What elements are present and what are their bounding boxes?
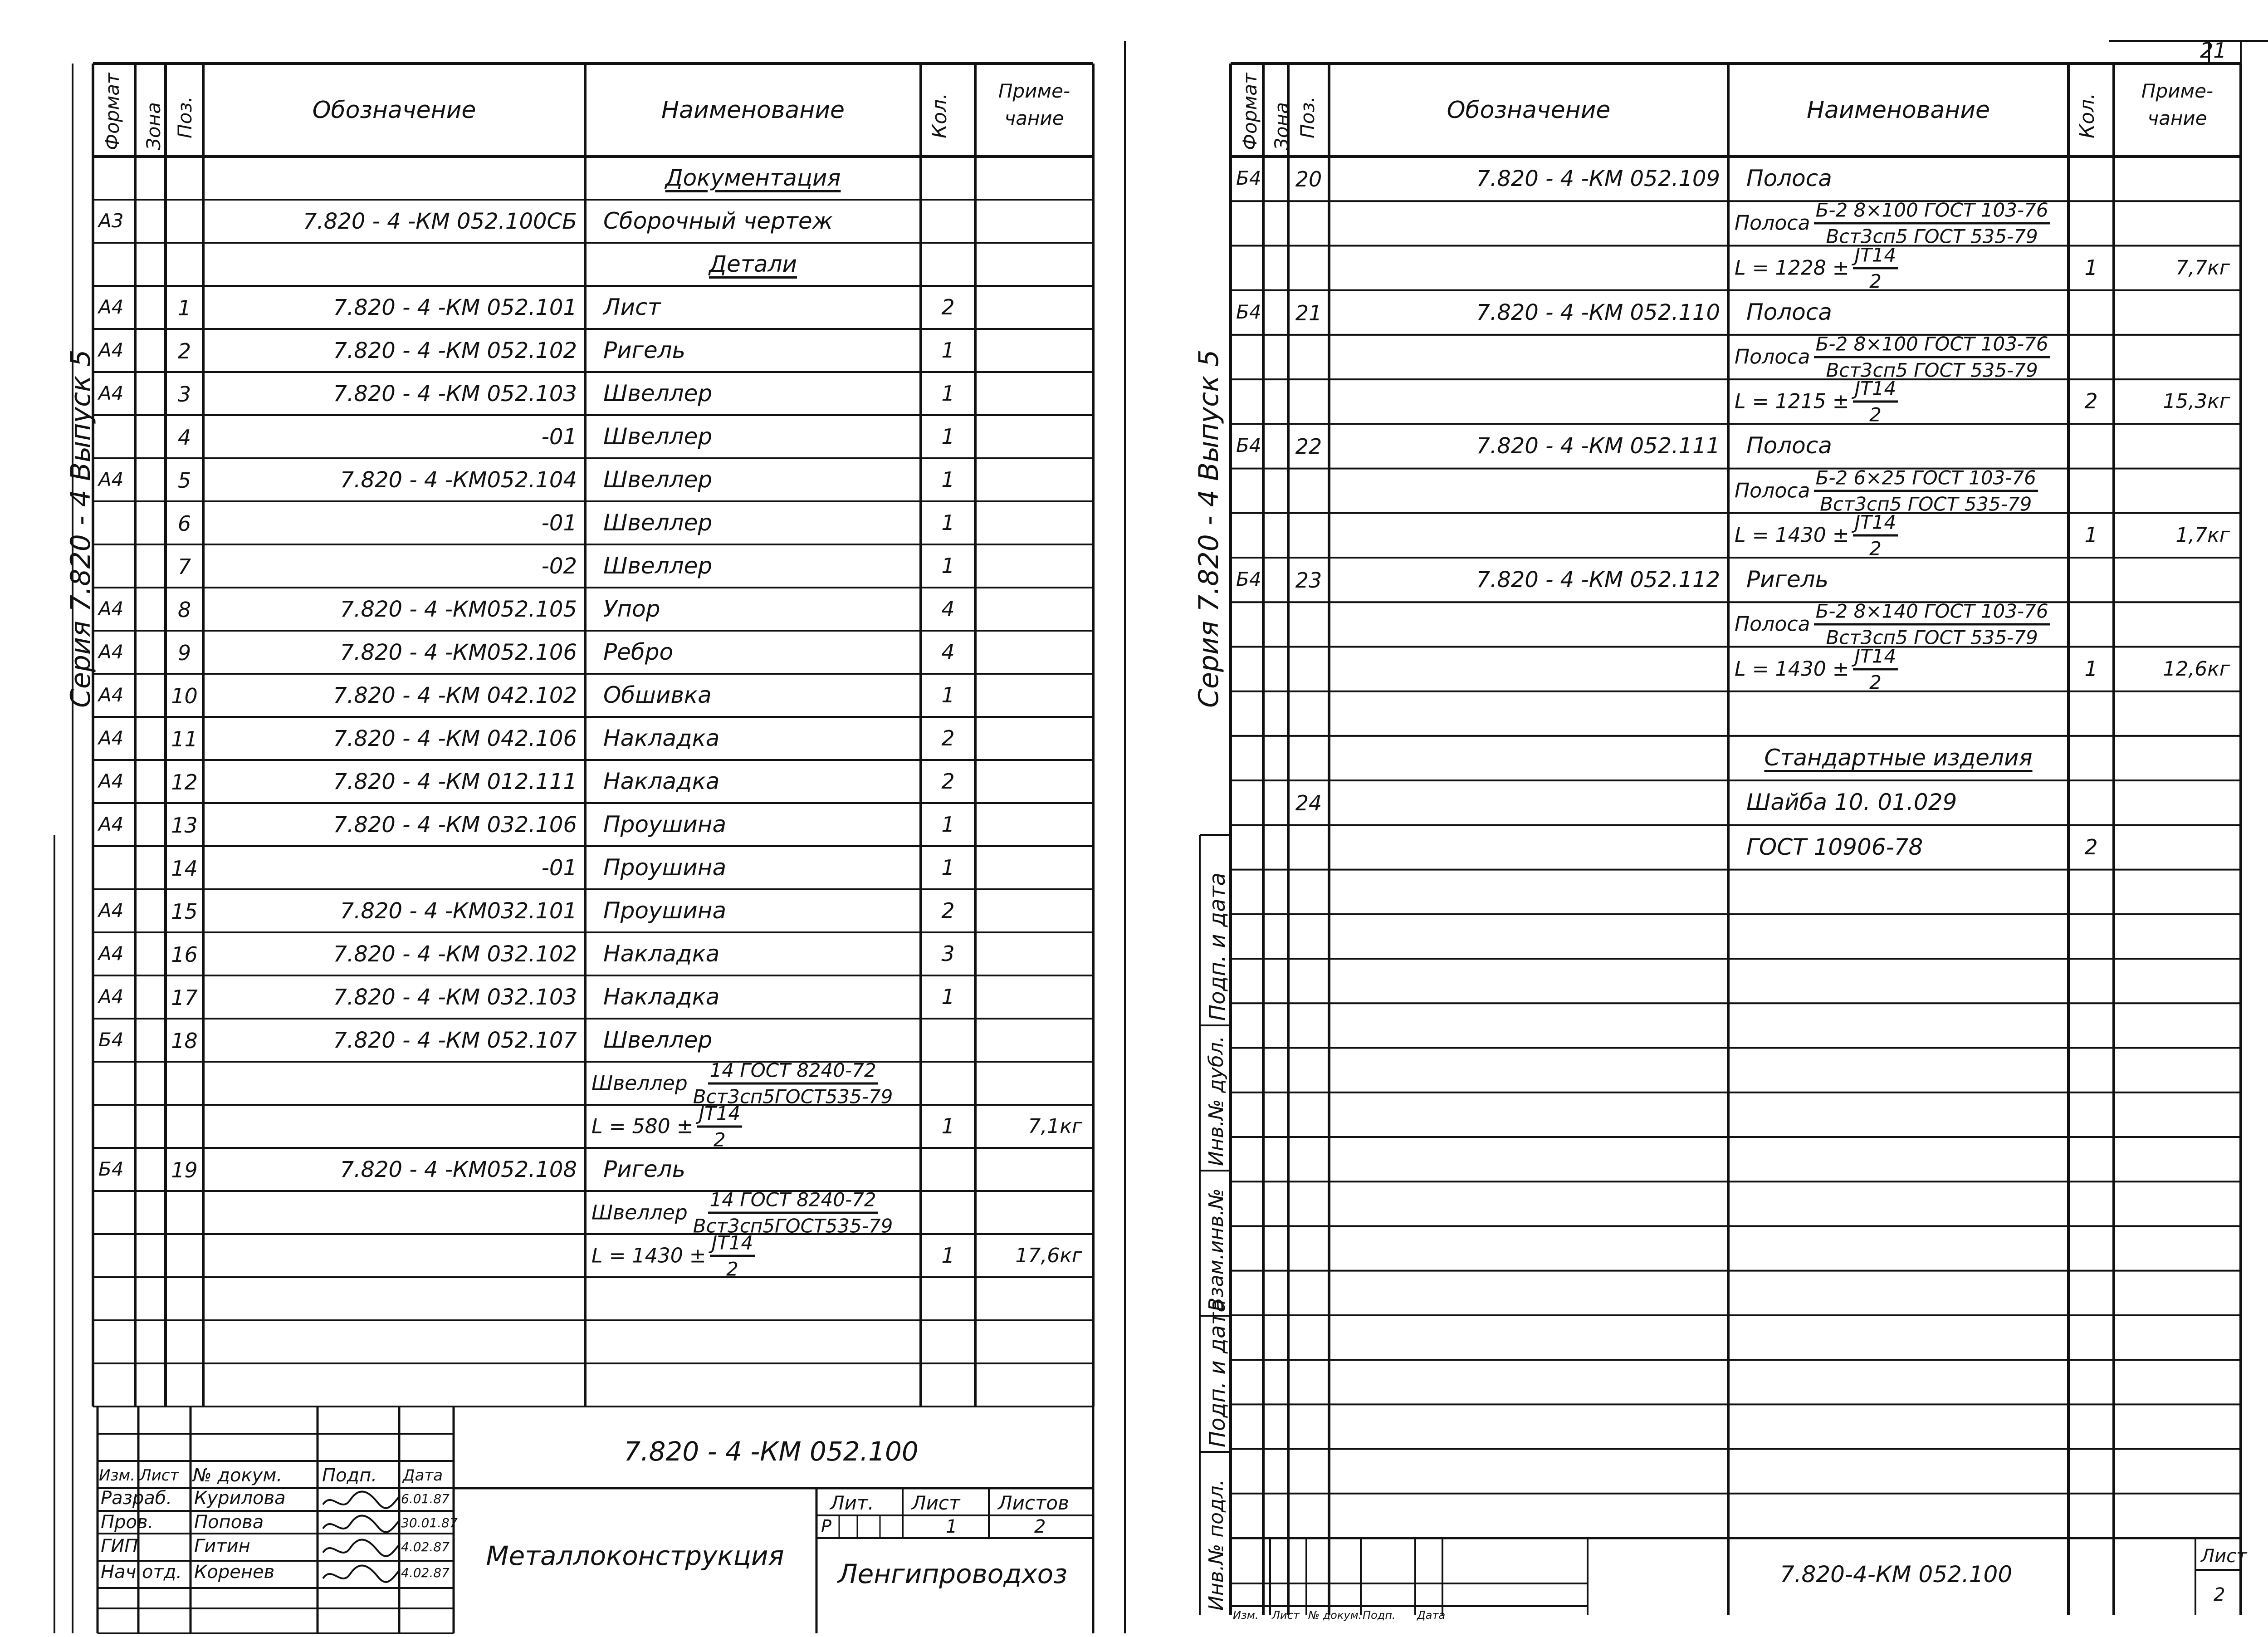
cell-quantity: 1	[941, 682, 955, 707]
fraction-lead: L = 1228 ±	[1735, 256, 1849, 280]
page-number: 21	[2200, 38, 2227, 63]
cell-quantity: 1	[941, 984, 955, 1009]
footer-header-podp: Подп.	[1363, 1609, 1396, 1622]
header-designation: Обозначение	[1447, 96, 1611, 124]
cell-position: 22	[1295, 434, 1322, 459]
cell-position: 15	[171, 899, 198, 924]
cell-name: Полоса	[1746, 165, 1832, 192]
cell-quantity: 1	[941, 467, 955, 492]
fraction-lead: L = 1430 ±	[1735, 657, 1849, 681]
cell-format: А3	[98, 209, 124, 232]
footer-header-list: Лист	[1272, 1609, 1300, 1622]
cell-name: Швеллер	[603, 423, 713, 450]
cell-note: 15,3кг	[2163, 390, 2230, 413]
cell-format: А4	[98, 597, 124, 620]
header-note: Приме-	[998, 80, 1070, 102]
fraction-lead: Полоса	[1735, 479, 1810, 503]
cell-format: Б4	[98, 1028, 124, 1051]
cell-position: 6	[177, 511, 191, 536]
header-name: Наименование	[661, 96, 845, 124]
cell-quantity: 1	[941, 812, 955, 837]
cell-designation: 7.820 - 4 -КМ 052.102	[333, 338, 577, 363]
title-listov-label: Листов	[998, 1492, 1069, 1514]
cell-quantity: 1	[941, 553, 955, 578]
cell-designation: -01	[541, 855, 577, 881]
cell-name: Накладка	[603, 940, 720, 967]
cell-quantity: 2	[2084, 389, 2098, 414]
cell-name: Упор	[603, 595, 660, 622]
cell-quantity: 1	[941, 510, 955, 535]
fraction-numerator: JT14	[1853, 377, 1898, 403]
cell-designation: 7.820 - 4 -КМ 052.103	[333, 381, 577, 407]
cell-position: 10	[171, 683, 198, 708]
cell-format: Б4	[1236, 167, 1261, 190]
fraction-denominator: 2	[1869, 671, 1882, 694]
signature-mark	[323, 1565, 400, 1582]
title-organization: Ленгипроводхоз	[837, 1559, 1068, 1589]
cell-format: А4	[98, 942, 124, 965]
fraction-numerator: Б-2 6×25 ГОСТ 103-76	[1814, 466, 2038, 492]
cell-quantity: 3	[941, 941, 955, 966]
cell-designation: 7.820 - 4 -КМ 052.109	[1476, 166, 1720, 192]
cell-quantity: 1	[941, 1243, 955, 1268]
cell-name: Шайба 10. 01.029	[1746, 789, 1957, 816]
fraction-lead: L = 1430 ±	[1735, 524, 1849, 547]
title-list-value: 1	[946, 1516, 958, 1537]
fraction-denominator: 2	[1869, 403, 1882, 426]
header-note: чание	[1004, 107, 1064, 129]
side-inv-dubl: Инв.№ дубл.	[1205, 1035, 1228, 1166]
section-heading: Стандартные изделия	[1764, 745, 2033, 771]
fraction-denominator: Вст3сп5ГОСТ535-79	[693, 1215, 893, 1237]
side-vzam-inv: Взам.инв.№	[1205, 1188, 1228, 1311]
cell-format: А4	[98, 899, 124, 921]
fraction-denominator: 2	[1869, 537, 1882, 560]
cell-name: Швеллер	[603, 552, 713, 579]
cell-designation: 7.820 - 4 -КМ 052.110	[1476, 299, 1720, 325]
title-doc-code: 7.820 - 4 -КМ 052.100	[624, 1436, 919, 1467]
fraction-lead: Полоса	[1735, 613, 1810, 636]
cell-name: Полоса	[1746, 299, 1832, 325]
cell-designation: 7.820 - 4 -КМ 052.107	[333, 1027, 577, 1053]
fraction-denominator: 2	[714, 1128, 726, 1151]
fraction-lead: L = 1430 ±	[591, 1244, 706, 1267]
cell-quantity: 1	[941, 424, 955, 449]
cell-format: А4	[98, 683, 124, 706]
footer-doc-code: 7.820-4-КМ 052.100	[1779, 1561, 2013, 1588]
cell-format: Б4	[1236, 568, 1261, 591]
header-note: Приме-	[2141, 80, 2214, 102]
fraction-numerator: Б-2 8×100 ГОСТ 103-76	[1814, 333, 2050, 358]
cell-designation: -01	[541, 424, 577, 450]
staff-role: Пров.	[101, 1512, 154, 1533]
cell-position: 24	[1295, 791, 1322, 816]
cell-quantity: 2	[941, 294, 955, 319]
fraction-denominator: Вст3сп5 ГОСТ 535-79	[1826, 225, 2038, 248]
cell-designation: 7.820 - 4 -КМ 012.111	[333, 769, 577, 794]
fraction-numerator: Б-2 8×140 ГОСТ 103-76	[1814, 600, 2050, 626]
cell-format: А4	[98, 813, 124, 835]
header-name: Наименование	[1806, 96, 1990, 124]
cell-position: 19	[171, 1157, 198, 1182]
staff-date: 6.01.87	[401, 1491, 450, 1506]
cell-designation: 7.820 - 4 -КМ 032.106	[333, 812, 577, 838]
cell-name: ГОСТ 10906-78	[1746, 833, 1923, 860]
cell-name: Накладка	[603, 725, 720, 751]
cell-designation: 7.820 - 4 -КМ052.108	[340, 1157, 577, 1182]
fraction-numerator: JT14	[710, 1231, 755, 1257]
staff-name: Попова	[194, 1512, 264, 1533]
cell-designation: 7.820 - 4 -КМ 042.106	[333, 725, 577, 751]
cell-name: Ригель	[1746, 566, 1829, 593]
cell-format: А4	[98, 468, 124, 490]
cell-position: 3	[177, 382, 191, 407]
cell-quantity: 2	[941, 898, 955, 923]
cell-name: Накладка	[603, 983, 720, 1010]
footer-list-number: 2	[2214, 1584, 2225, 1605]
fraction-numerator: 14 ГОСТ 8240-72	[708, 1188, 878, 1214]
header-designation: Обозначение	[312, 96, 476, 124]
cell-format: А4	[98, 640, 124, 663]
cell-name: Лист	[603, 294, 661, 320]
cell-format: Б4	[1236, 434, 1261, 457]
cell-quantity: 1	[2084, 255, 2098, 280]
fraction-denominator: Вст3сп5ГОСТ535-79	[693, 1085, 893, 1108]
cell-designation: 7.820 - 4 -КМ 052.101	[333, 294, 577, 320]
cell-name: Сборочный чертеж	[603, 207, 833, 234]
cell-quantity: 2	[941, 725, 955, 750]
cell-designation: -01	[541, 510, 577, 536]
fraction-denominator: 2	[1869, 270, 1882, 293]
cell-designation: 7.820 - 4 -КМ052.104	[340, 467, 577, 493]
fraction-lead: Швеллер	[591, 1072, 688, 1095]
side-inv-podl: Инв.№ подл.	[1205, 1479, 1228, 1611]
cell-format: А4	[98, 295, 124, 318]
cell-note: 7,7кг	[2175, 256, 2230, 279]
signature-mark	[323, 1491, 400, 1508]
footer-header-izm: Изм.	[1233, 1609, 1259, 1622]
cell-position: 20	[1295, 167, 1322, 192]
staff-date: 4.02.87	[401, 1539, 450, 1554]
title-listov-value: 2	[1034, 1516, 1046, 1537]
cell-quantity: 2	[2084, 834, 2098, 859]
staff-role: Нач.отд.	[101, 1562, 182, 1583]
cell-position: 16	[171, 942, 198, 967]
cell-note: 1,7кг	[2175, 523, 2230, 547]
cell-name: Ригель	[603, 337, 686, 363]
cell-position: 1	[177, 295, 191, 320]
staff-name: Гитин	[194, 1536, 250, 1557]
staff-role: Разраб.	[101, 1488, 172, 1509]
cell-quantity: 4	[941, 639, 955, 664]
cell-position: 14	[171, 856, 198, 881]
title-header-data: Дата	[403, 1466, 443, 1485]
header-note: чание	[2147, 107, 2207, 129]
cell-quantity: 1	[2084, 522, 2098, 547]
cell-format: Б4	[98, 1157, 124, 1180]
cell-format: А4	[98, 985, 124, 1008]
cell-position: 11	[171, 726, 198, 751]
header-format: Формат	[101, 73, 123, 150]
fraction-denominator: Вст3сп5 ГОСТ 535-79	[1826, 359, 2038, 382]
cell-position: 5	[177, 468, 191, 493]
fraction-denominator: 2	[726, 1258, 738, 1280]
section-heading: Документация	[665, 164, 841, 191]
cell-name: Проушина	[603, 811, 727, 838]
cell-quantity: 1	[941, 338, 955, 363]
header-zone: Зона	[142, 102, 165, 150]
cell-name: Ребро	[603, 638, 674, 665]
cell-format: А4	[98, 726, 124, 749]
side-series-label: Серия 7.820 - 4 Выпуск 5	[65, 349, 97, 708]
cell-position: 21	[1295, 300, 1322, 325]
cell-position: 9	[177, 640, 191, 665]
cell-format: А4	[98, 338, 124, 361]
cell-format: А4	[98, 382, 124, 404]
cell-designation: 7.820 - 4 -КМ 032.102	[333, 941, 577, 967]
cell-designation: 7.820 - 4 -КМ 052.100СБ	[303, 208, 577, 234]
cell-position: 12	[171, 769, 198, 794]
cell-name: Обшивка	[603, 681, 712, 708]
cell-designation: 7.820 - 4 -КМ 032.103	[333, 984, 577, 1010]
header-qty: Кол.	[2076, 93, 2099, 138]
cell-name: Накладка	[603, 768, 720, 794]
fraction-lead: Полоса	[1735, 211, 1810, 235]
cell-name: Полоса	[1746, 432, 1832, 459]
fraction-numerator: JT14	[697, 1102, 743, 1127]
side-podp-data: Подп. и дата	[1205, 872, 1230, 1021]
cell-position: 23	[1295, 568, 1322, 593]
fraction-numerator: Б-2 8×100 ГОСТ 103-76	[1814, 199, 2050, 225]
cell-quantity: 4	[941, 596, 955, 621]
fraction-numerator: JT14	[1853, 244, 1898, 269]
fraction-numerator: 14 ГОСТ 8240-72	[708, 1059, 878, 1084]
cell-quantity: 1	[941, 1113, 955, 1138]
cell-position: 17	[171, 985, 198, 1010]
title-header-podp: Подп.	[322, 1465, 377, 1486]
staff-date: 4.02.87	[401, 1565, 450, 1580]
cell-quantity: 1	[941, 855, 955, 880]
header-pos: Поз.	[174, 96, 196, 138]
staff-date: 30.01.87	[401, 1515, 458, 1530]
staff-name: Коренев	[194, 1562, 275, 1583]
signature-mark	[323, 1539, 400, 1556]
title-header-list: Лист	[140, 1466, 179, 1485]
cell-designation: 7.820 - 4 -КМ032.101	[340, 898, 577, 924]
cell-name: Проушина	[603, 897, 727, 924]
cell-position: 2	[177, 338, 191, 363]
cell-note: 12,6кг	[2163, 657, 2230, 681]
header-pos: Поз.	[1296, 96, 1319, 138]
side-podp-data: Подп. и дата	[1205, 1299, 1230, 1447]
cell-position: 7	[177, 554, 191, 579]
footer-header-data: Дата	[1417, 1609, 1446, 1622]
header-format: Формат	[1239, 73, 1261, 150]
cell-designation: 7.820 - 4 -КМ052.106	[340, 639, 577, 665]
cell-designation: 7.820 - 4 -КМ 042.102	[333, 682, 577, 708]
title-lit-value: Р	[821, 1516, 831, 1536]
title-list-label: Лист	[912, 1492, 960, 1514]
cell-format: Б4	[1236, 300, 1261, 323]
cell-quantity: 1	[941, 381, 955, 406]
title-block-grid	[0, 0, 1125, 1637]
footer-grid	[1125, 0, 2268, 1637]
header-qty: Кол.	[928, 93, 951, 138]
fraction-lead: Швеллер	[591, 1201, 688, 1224]
header-zone: Зона	[1271, 102, 1293, 150]
fraction-lead: L = 580 ±	[591, 1115, 694, 1138]
title-lit-label: Лит.	[830, 1492, 874, 1514]
title-name: Металлоконструкция	[486, 1540, 784, 1571]
cell-position: 18	[171, 1028, 198, 1053]
cell-name: Ригель	[603, 1156, 686, 1182]
fraction-numerator: JT14	[1853, 511, 1898, 536]
cell-name: Швеллер	[603, 466, 713, 493]
fraction-numerator: JT14	[1853, 645, 1898, 670]
cell-name: Проушина	[603, 854, 727, 881]
cell-name: Швеллер	[603, 1026, 713, 1053]
cell-designation: -02	[541, 553, 577, 579]
cell-position: 8	[177, 597, 191, 622]
cell-quantity: 2	[941, 769, 955, 794]
fraction-denominator: Вст3сп5 ГОСТ 535-79	[1826, 626, 2038, 649]
staff-role: ГИП	[101, 1536, 138, 1557]
fraction-lead: Полоса	[1735, 345, 1810, 369]
cell-designation: 7.820 - 4 -КМ052.105	[340, 596, 577, 622]
cell-designation: 7.820 - 4 -КМ 052.112	[1476, 567, 1720, 593]
cell-name: Швеллер	[603, 380, 713, 407]
footer-header-ndoc: № докум.	[1308, 1609, 1362, 1622]
cell-position: 13	[171, 813, 198, 838]
side-series-label: Серия 7.820 - 4 Выпуск 5	[1193, 349, 1225, 708]
cell-note: 17,6кг	[1015, 1244, 1082, 1267]
cell-position: 4	[177, 425, 191, 450]
title-header-izm: Изм.	[99, 1466, 135, 1485]
fraction-lead: L = 1215 ±	[1735, 390, 1849, 413]
fraction-denominator: Вст3сп5 ГОСТ 535-79	[1820, 493, 2032, 515]
signature-mark	[323, 1515, 400, 1532]
cell-quantity: 1	[2084, 656, 2098, 681]
footer-list-label: Лист	[2201, 1546, 2247, 1567]
cell-designation: 7.820 - 4 -КМ 052.111	[1476, 433, 1720, 459]
cell-name: Швеллер	[603, 509, 713, 536]
staff-name: Курилова	[194, 1488, 286, 1509]
cell-format: А4	[98, 769, 124, 792]
section-heading: Детали	[709, 250, 797, 277]
cell-note: 7,1кг	[1028, 1114, 1082, 1138]
title-header-ndoc: № докум.	[193, 1465, 283, 1486]
